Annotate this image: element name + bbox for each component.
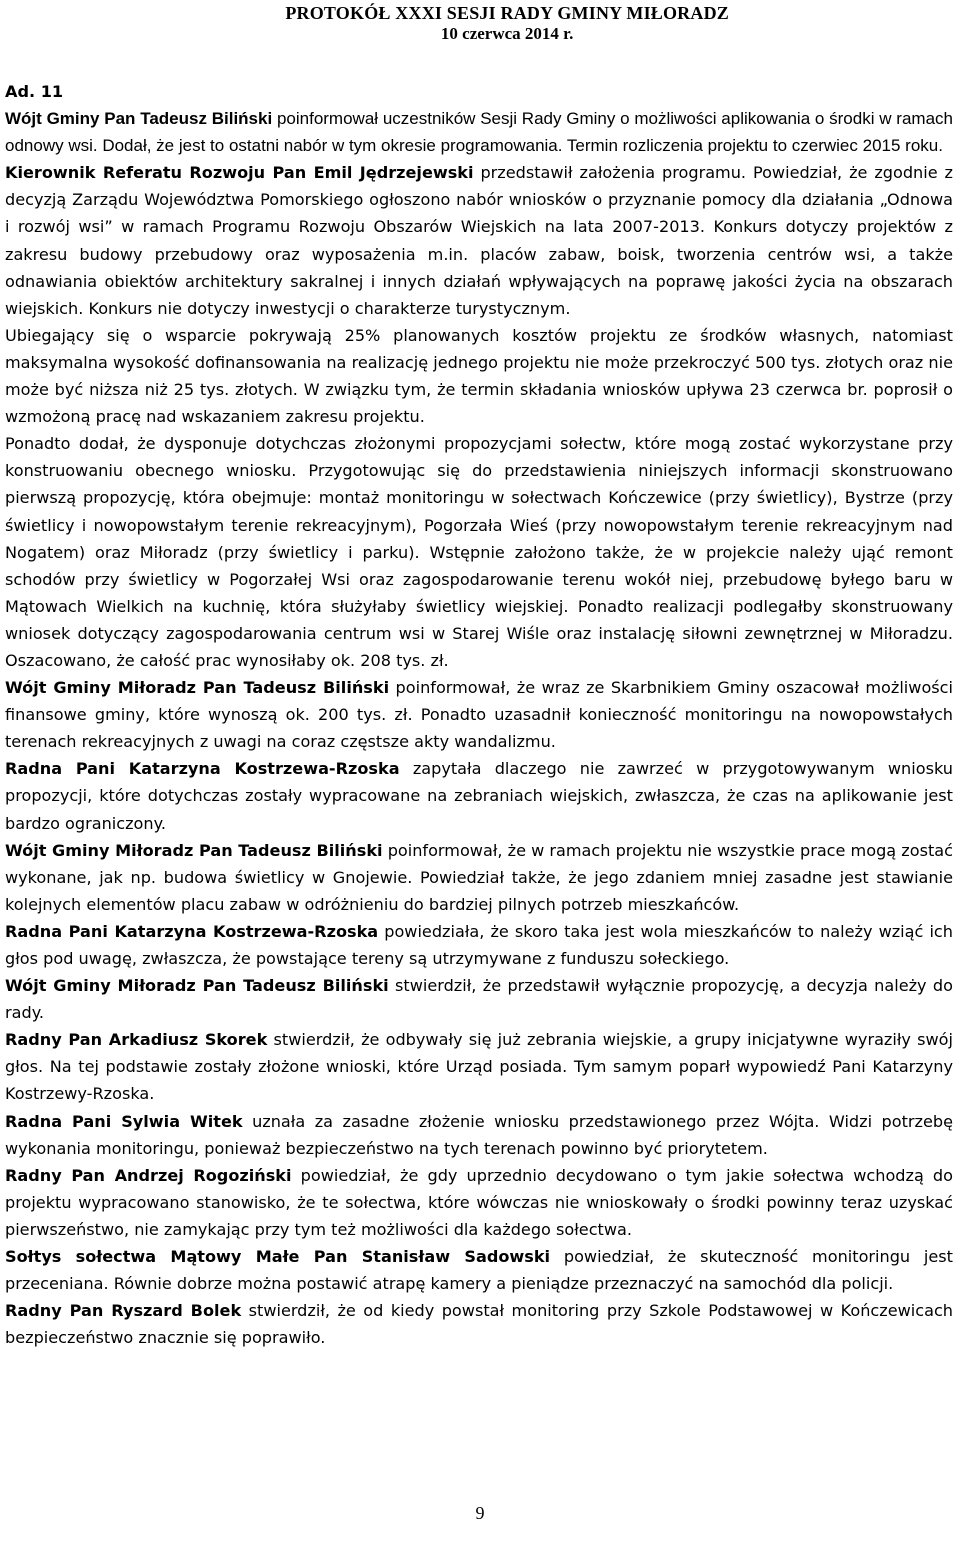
paragraph-text: poinformował, że wraz ze Skarbnikiem Gminy oszacował możliwości finansowe gminy, które wynoszą ok. 200 tys. zł. Ponadto uzasadnił konieczność monitoringu na nowopowstałych terenach rekreacyjnych z uwagi na coraz częstsze akty wandalizmu. [5, 678, 953, 752]
paragraph [5, 322, 953, 430]
speaker-name: Wójt Gminy Miłoradz Pan Tadeusz Biliński [5, 678, 390, 698]
paragraph [5, 1026, 953, 1107]
speaker-name: Kierownik Referatu Rozwoju Pan Emil Jędrzejewski [5, 163, 474, 183]
paragraph [5, 1297, 953, 1351]
speaker-name: Wójt Gminy Miłoradz Pan Tadeusz Biliński [5, 840, 383, 860]
paragraph-text: powiedział, że skuteczność monitoringu jest przeceniana. Równie dobrze można postawić atrapę kamery a pieniądze przeznaczyć na samochód dla policji. [5, 1247, 953, 1294]
speaker-name: Radna Pani Katarzyna Kostrzewa-Rzoska [5, 759, 400, 779]
paragraph [5, 430, 953, 674]
paragraph-text: stwierdził, że od kiedy powstał monitoring przy Szkole Podstawowej w Kończewicach bezpieczeństwo znacznie się poprawiło. [5, 1301, 954, 1348]
paragraph-text: stwierdził, że przedstawił wyłącznie propozycję, a decyzja należy do rady. [5, 976, 953, 1023]
document-header [285, 3, 729, 43]
paragraph-text: stwierdził, że odbywały się już zebrania wiejskie, a grupy inicjatywne wyraziły swój głos. Na tej podstawie zostały złożone wnioski, które Urząd posiada. Tym samym poparł wypowiedź Pani Katarzyny Kostrzewy-Rzoska. [5, 1030, 953, 1104]
section-heading-text: Ad. 11 [5, 82, 64, 101]
protocol-date: 10 czerwca 2014 r. [440, 23, 574, 43]
speaker-name: Radny Pan Ryszard Bolek [5, 1301, 242, 1321]
speaker-name: Sołtys sołectwa Mątowy Małe Pan Stanisław Sadowski [5, 1247, 551, 1267]
paragraph [5, 837, 953, 918]
paragraph [5, 1243, 953, 1297]
speaker-name: Wójt Gminy Miłoradz Pan Tadeusz Biliński [5, 976, 389, 996]
speaker-name: Radny Pan Andrzej Rogoziński [5, 1165, 292, 1185]
paragraph [5, 159, 953, 322]
paragraph [5, 674, 953, 755]
speaker-name: Wójt Gminy Pan Tadeusz Biliński [5, 109, 273, 129]
paragraph [5, 105, 953, 159]
paragraph [5, 918, 953, 972]
paragraph [5, 1108, 953, 1162]
paragraph-text: powiedziała, że skoro taka jest wola mieszkańców to należy wziąć ich głos pod uwagę, zwłaszcza, że powstające tereny są utrzymywane z funduszu sołeckiego. [5, 921, 953, 968]
document-body [5, 78, 953, 1351]
paragraph [5, 755, 953, 836]
page-number: 9 [475, 1503, 485, 1523]
speaker-name: Radny Pan Arkadiusz Skorek [5, 1030, 268, 1050]
section-heading [5, 78, 953, 105]
paragraph-text: Ponadto dodał, że dysponuje dotychczas złożonymi propozycjami sołectw, które mogą zostać wykorzystane przy konstruowaniu obecnego wniosku. Przygotowując się do przedstawienia niniejszych informacji skonstruowano pierwszą propozycję, która obejmuje: montaż monitoringu w sołectwach Kończewice (przy świetlicy), Bystrze (przy świetlicy i nowopowstałym terenie rekreacyjnym), Pogorzała Wieś (przy nowopowstałym terenie rekreacyjnym nad Nogatem) oraz Miłoradz (przy świetlicy i parku). Wstępnie założono także, że w projekcie należy ująć remont schodów przy świetlicy w Pogorzałej Wsi oraz zagospodarowanie terenu wokół niej, przebudowę byłego baru w Mątowach Wielkich na kuchnię, która służyłaby świetlicy wiejskiej. Ponadto realizacji podlegałby skonstruowany wniosek dotyczący zagospodarowania centrum wsi w Starej Wiśle oraz instalację siłowni zewnętrznej w Miłoradzu. Oszacowano, że całość prac wynosiłaby ok. 208 tys. zł. [5, 434, 953, 670]
speaker-name: Radna Pani Katarzyna Kostrzewa-Rzoska [5, 921, 379, 941]
paragraph-list [5, 105, 953, 1351]
paragraph-text: poinformował, że w ramach projektu nie wszystkie prace mogą zostać wykonane, jak np. budowa świetlicy w Gnojewie. Powiedział także, że jego zdaniem mniej zasadne jest stawianie kolejnych elementów placu zabaw w odróżnieniu do bardziej pilnych potrzeb mieszkańców. [5, 840, 953, 914]
paragraph-text: powiedział, że gdy uprzednio decydowano o tym jakie sołectwa wchodzą do projektu wypracowano stanowisko, że te sołectwa, które wówczas nie wnioskowały o środki powinny teraz uzyskać pierwszeństwo, nie zamykając przy tym też możliwości dla każdego sołectwa. [5, 1165, 953, 1239]
paragraph [5, 1162, 953, 1243]
speaker-name: Radna Pani Sylwia Witek [5, 1111, 243, 1131]
paragraph-text: poinformował uczestników Sesji Rady Gminy o możliwości aplikowania o środki w ramach odnowy wsi. Dodał, że jest to ostatni nabór w tym okresie programowania. Termin rozliczenia projektu to czerwiec 2015 roku. [5, 109, 953, 156]
paragraph-text: przedstawił założenia programu. Powiedział, że zgodnie z decyzją Zarządu Województwa Pomorskiego ogłoszono nabór wniosków o przyznanie pomocy dla działania „Odnowa i rozwój wsi” w ramach Programu Rozwoju Obszarów Wiejskich na lata 2007-2013. Konkurs dotyczy projektów z zakresu budowy przebudowy oraz wyposażenia m.in. placów zabaw, boisk, tworzenia centrów wsi, a także odnawiania obiektów architektury sakralnej i innych działań wpływających na poprawę jakości życia na obszarach wiejskich. Konkurs nie dotyczy inwestycji o charakterze turystycznym. [5, 163, 953, 318]
paragraph-text: Ubiegający się o wsparcie pokrywają 25% planowanych kosztów projektu ze środków własnych, natomiast maksymalna wysokość dofinansowania na realizację jednego projektu nie może przekroczyć 500 tys. złotych oraz nie może być niższa niż 25 tys. złotych. W związku tym, że termin składania wniosków upływa 23 czerwca br. poprosił o wzmożoną pracę nad wskazaniem zakresu projektu. [5, 325, 953, 427]
paragraph-text: zapytała dlaczego nie zawrzeć w przygotowywanym wniosku propozycji, które dotychczas zostały wypracowane na zebraniach wiejskich, zwłaszcza, że czas na aplikowanie jest bardzo ograniczony. [5, 759, 953, 833]
protocol-title: PROTOKÓŁ XXXI SESJI RADY GMINY MIŁORADZ [285, 3, 729, 23]
paragraph [5, 972, 953, 1026]
paragraph-text: uznała za zasadne złożenie wniosku przedstawionego przez Wójta. Widzi potrzebę wykonania monitoringu, ponieważ bezpieczeństwo na tych terenach powinno być priorytetem. [5, 1111, 953, 1158]
